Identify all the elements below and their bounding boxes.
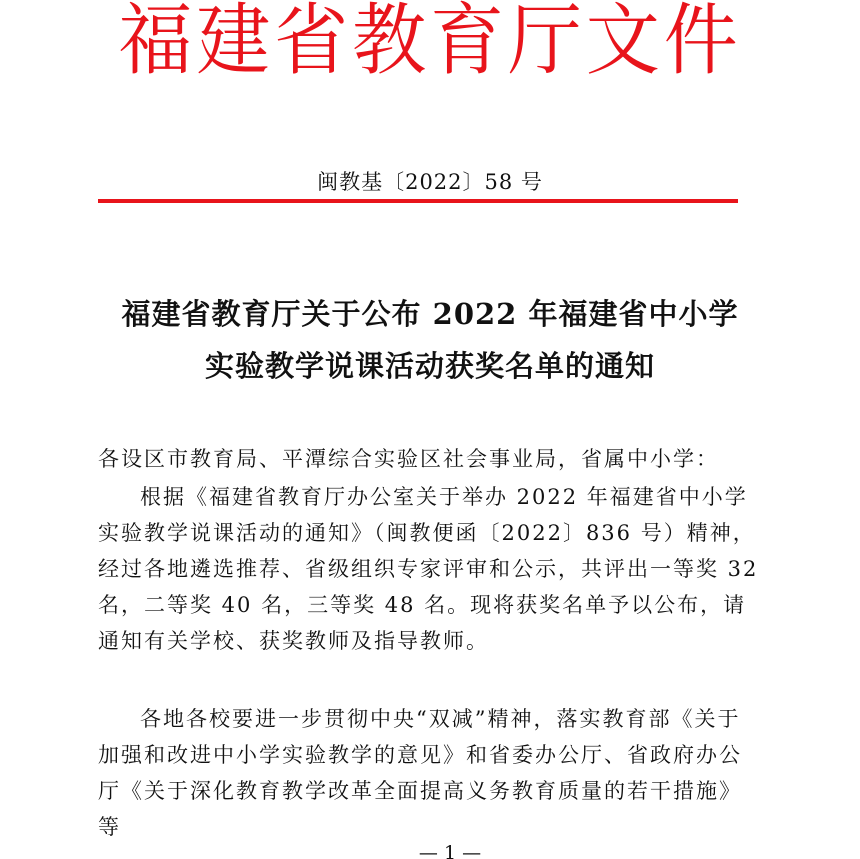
- salutation-text: 各设区市教育局、平潭综合实验区社会事业局，省属中小学：: [98, 447, 719, 471]
- notice-title-line-2: 实验教学说课活动获奖名单的通知: [204, 349, 655, 383]
- page-number: — 1 —: [418, 842, 482, 859]
- paragraph-1-text: 根据《福建省教育厅办公室关于举办 2022 年福建省中小学实验教学说课活动的通知》（闽教便函〔2022〕836 号）精神，经过各地遴选推荐、省级组织专家评审和公示，共评出一等奖 32 名，二等奖 40 名，三等奖 48 名。现将获奖名单予以公布，请通知有关学校、获奖教师及指导教师。: [98, 485, 759, 653]
- masthead-title: 福建省教育厅文件: [118, 0, 742, 86]
- body-paragraph-1: [98, 479, 760, 659]
- red-divider-line: [98, 199, 738, 203]
- document-number: 闽教基〔2022〕58 号: [317, 170, 543, 194]
- salutation: [98, 441, 760, 477]
- body-paragraph-2: [98, 701, 760, 845]
- notice-title-line-1: 福建省教育厅关于公布 2022 年福建省中小学: [121, 297, 739, 331]
- paragraph-2-text: 各地各校要进一步贯彻中央“双减”精神，落实教育部《关于加强和改进中小学实验教学的意见》和省委办公厅、省政府办公厅《关于深化教育教学改革全面提高义务教育质量的若干措施》等: [98, 707, 742, 839]
